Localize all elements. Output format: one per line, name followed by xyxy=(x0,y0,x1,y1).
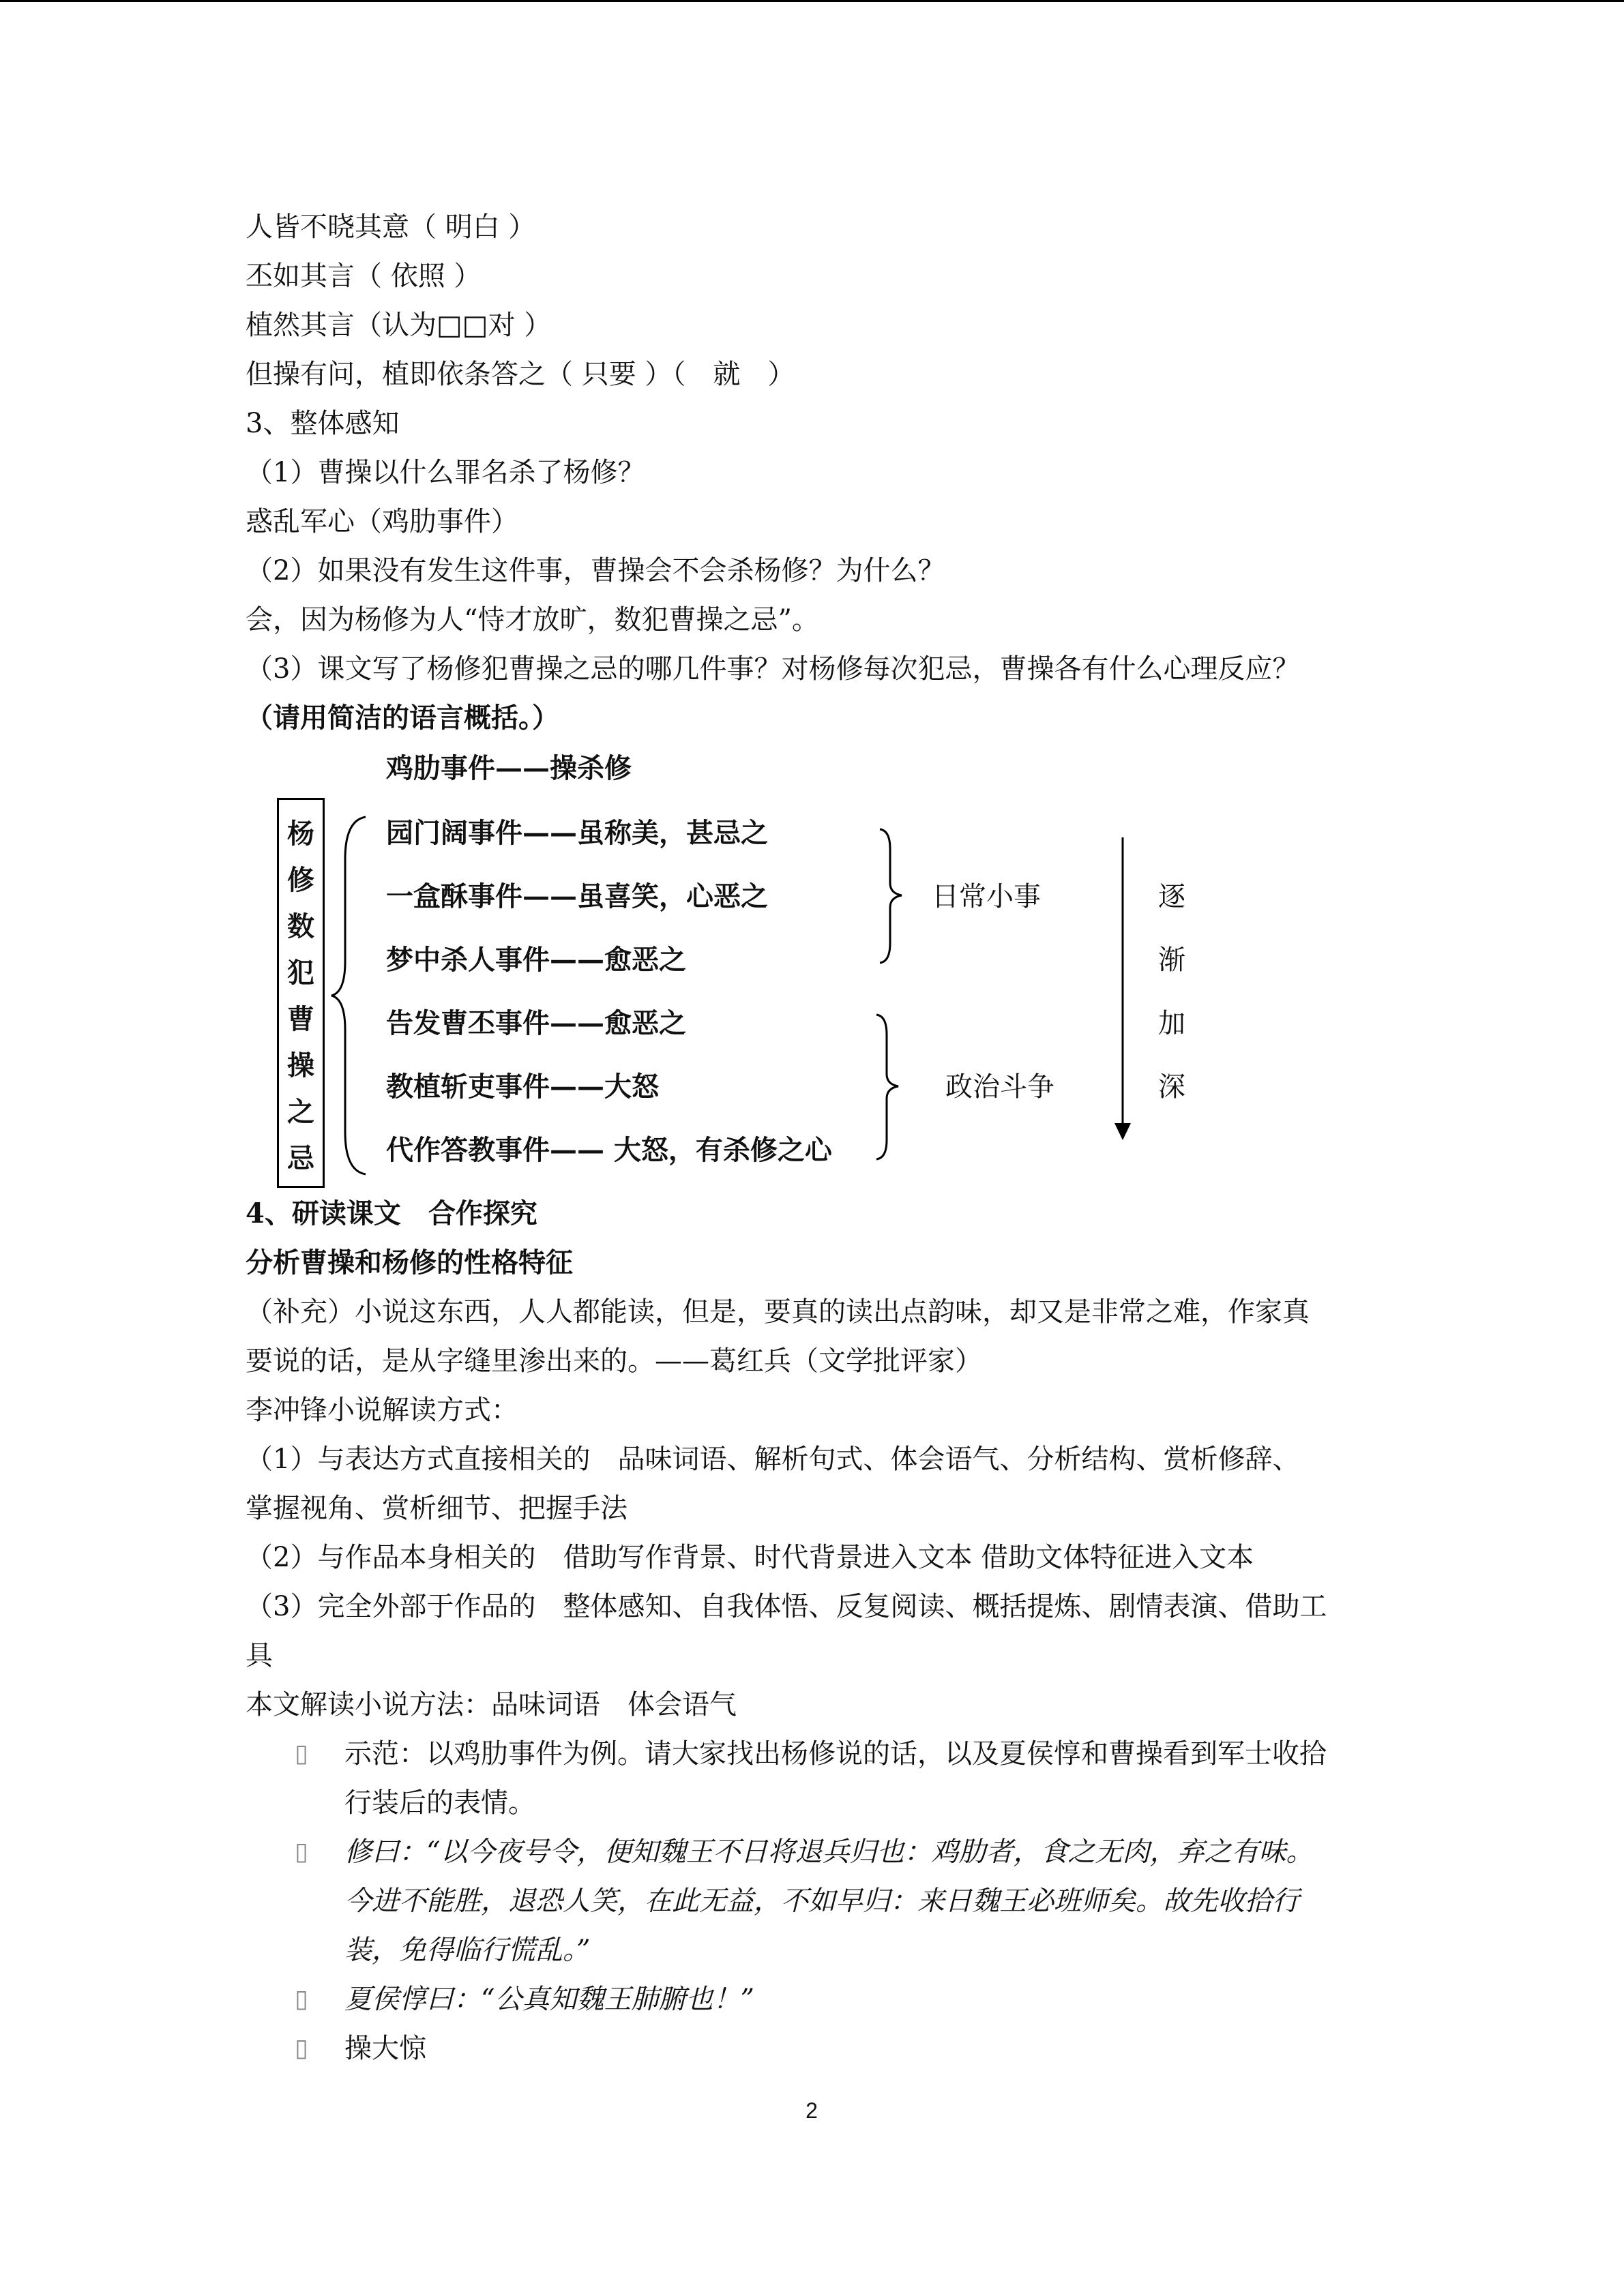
bullet-2-line-3: 装，免得临行慌乱。” xyxy=(344,1935,591,1966)
bullet-4: 操大惊 xyxy=(344,2033,426,2064)
bullet-marker: ▯ xyxy=(295,1838,308,1866)
vertical-label-char: 修 xyxy=(287,864,314,896)
diagram-event-3: 梦中杀人事件——愈恶之 xyxy=(386,944,686,976)
vocab-line-2: 丕如其言（ 依照 ） xyxy=(246,260,482,292)
method-1-line-2: 掌握视角、赏析细节、把握手法 xyxy=(246,1493,628,1524)
bullet-1-line-1: 示范：以鸡肋事件为例。请大家找出杨修说的话，以及夏侯惇和曹操看到军士收拾 xyxy=(344,1738,1327,1770)
method-3-line-1: （3）完全外部于作品的 整体感知、自我体悟、反复阅读、概括提炼、剧情表演、借助工 xyxy=(246,1591,1327,1622)
diagram-top-event: 鸡肋事件——操杀修 xyxy=(386,752,632,784)
section-3-title: 3、整体感知 xyxy=(246,408,400,439)
diagram-brace-daily xyxy=(880,829,902,963)
question-3: （3）课文写了杨修犯曹操之忌的哪几件事？对杨修每次犯忌，曹操各有什么心理反应？ xyxy=(246,653,1300,685)
vertical-label-char: 忌 xyxy=(287,1142,314,1174)
bullet-marker: ▯ xyxy=(295,1740,308,1768)
section-4-title: 4、研读课文 合作探究 xyxy=(246,1197,537,1229)
vertical-label-char: 犯 xyxy=(287,957,314,989)
question-1: （1）曹操以什么罪名杀了杨修？ xyxy=(246,457,645,488)
bullet-marker: ▯ xyxy=(295,1985,308,2013)
diagram-group-daily: 日常小事 xyxy=(932,881,1041,912)
bullet-marker: ▯ xyxy=(295,2034,308,2062)
answer-2: 会，因为杨修为人“恃才放旷，数犯曹操之忌”。 xyxy=(246,604,819,636)
vertical-label-char: 之 xyxy=(287,1096,314,1128)
method-title: 李冲锋小说解读方式： xyxy=(246,1395,518,1426)
bullet-2-line-1: 修曰：“以今夜号令，便知魏王不日将退兵归也：鸡肋者，食之无肉，弃之有味。 xyxy=(344,1836,1314,1868)
vertical-label-char: 操 xyxy=(287,1049,314,1082)
section-4-subtitle: 分析曹操和杨修的性格特征 xyxy=(246,1247,573,1279)
vocab-line-4: 但操有问，植即依条答之（ 只要 ）（ 就 ） xyxy=(246,359,795,390)
question-3-note: （请用简洁的语言概括。） xyxy=(246,702,559,734)
diagram-trend-arrowhead xyxy=(1114,1123,1131,1140)
diagram-group-political: 政治斗争 xyxy=(945,1071,1054,1103)
trend-char: 渐 xyxy=(1158,944,1185,976)
vertical-label-char: 曹 xyxy=(287,1003,314,1035)
bullet-3: 夏侯惇曰：“公真知魏王肺腑也！” xyxy=(344,1984,754,2015)
vocab-line-3: 植然其言（认为□□对 ） xyxy=(246,310,552,341)
trend-char: 逐 xyxy=(1158,881,1185,912)
bullet-1-line-2: 行装后的表情。 xyxy=(344,1787,535,1819)
trend-char: 加 xyxy=(1158,1008,1185,1039)
answer-1: 惑乱军心（鸡肋事件） xyxy=(246,506,518,537)
bullet-2-line-2: 今进不能胜，退恐人笑，在此无益，不如早归：来日魏王必班师矣。故先收拾行 xyxy=(344,1885,1299,1917)
trend-char: 深 xyxy=(1158,1071,1185,1103)
supplement-line-1: （补充）小说这东西，人人都能读，但是，要真的读出点韵味，却又是非常之难，作家真 xyxy=(246,1296,1310,1328)
vertical-label-char: 数 xyxy=(287,910,314,942)
method-1-line-1: （1）与表达方式直接相关的 品味词语、解析句式、体会语气、分析结构、赏析修辞、 xyxy=(246,1444,1300,1475)
diagram-event-5: 教植斩吏事件——大怒 xyxy=(386,1071,659,1103)
diagram-event-4: 告发曹丕事件——愈恶之 xyxy=(386,1007,686,1039)
diagram-brace-political xyxy=(876,1015,898,1159)
method-2: （2）与作品本身相关的 借助写作背景、时代背景进入文本 借助文体特征进入文本 xyxy=(246,1542,1254,1573)
vertical-label-char: 杨 xyxy=(287,818,314,850)
method-3-line-2: 具 xyxy=(246,1640,273,1671)
diagram-event-2: 一盒酥事件——虽喜笑，心恶之 xyxy=(386,880,768,912)
supplement-line-2: 要说的话，是从字缝里渗出来的。——葛红兵（文学批评家） xyxy=(246,1345,982,1377)
diagram-left-brace xyxy=(331,817,366,1174)
diagram-event-6: 代作答教事件—— 大怒，有杀修之心 xyxy=(386,1134,832,1166)
page-number: 2 xyxy=(806,2098,818,2123)
question-2: （2）如果没有发生这件事，曹操会不会杀杨修？为什么？ xyxy=(246,555,945,586)
vocab-line-1: 人皆不晓其意（ 明白 ） xyxy=(246,211,536,243)
method-this-text: 本文解读小说方法：品味词语 体会语气 xyxy=(246,1689,737,1720)
diagram-event-1: 园门阔事件——虽称美，甚忌之 xyxy=(386,817,768,849)
